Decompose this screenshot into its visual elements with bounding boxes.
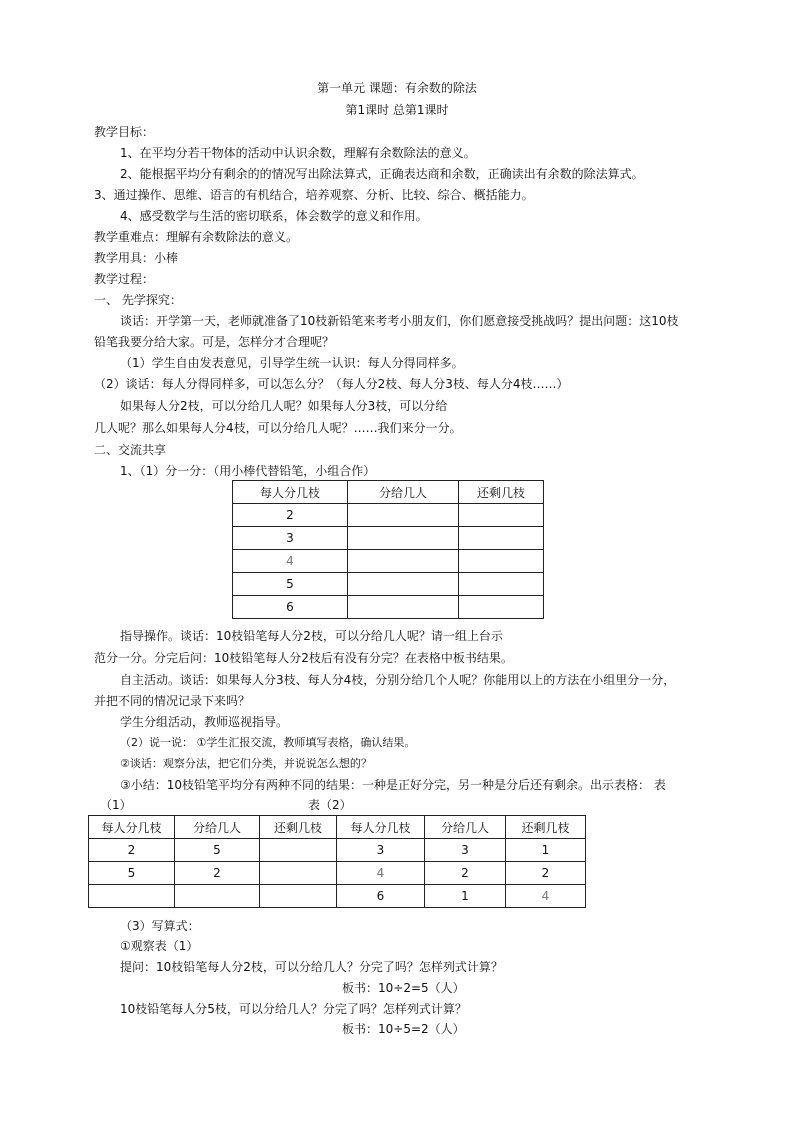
section1-p1a: 谈话：开学第一天，老师就准备了10枝新铅笔来考考小朋友们，你们愿意接受挑战吗？提出问题：这10枝 — [120, 314, 679, 328]
section2-p15: 板书：10÷5=2（人） — [342, 1022, 465, 1036]
table-cell — [89, 885, 175, 908]
table-row — [233, 504, 544, 527]
table-header-row — [89, 816, 586, 839]
section2-p12: 提问：10枝铅笔每人分2枝，可以分给几人？分完了吗？怎样列式计算？ — [120, 960, 503, 974]
section2-p2: 指导操作。谈话：10枝铅笔每人分2枝，可以分给几人呢？请一组上台示 — [120, 629, 503, 643]
section1-p2: （1）学生自由发表意见，引导学生统一认识：每人分得同样多。 — [120, 356, 464, 370]
table-cell: 6 — [337, 885, 425, 908]
table-cell — [348, 504, 459, 527]
objective-2: 2、能根据平均分有剩余的的情况写出除法算式，正确表达商和余数，正确读出有余数的除法算式。 — [120, 167, 644, 181]
table-row — [233, 527, 544, 550]
table-cell: 3 — [425, 839, 506, 862]
table-cell — [260, 885, 337, 908]
table-cell: 2 — [233, 504, 348, 527]
table-cell: 1 — [425, 885, 506, 908]
section2-p7: （2）说一说： ①学生汇报交流，教师填写表格，确认结果。 — [120, 736, 416, 749]
table-row — [89, 862, 586, 885]
table-label-2: 表（2） — [308, 798, 352, 812]
teaching-tools: 教学用具：小棒 — [94, 251, 179, 265]
table-cell — [348, 550, 459, 573]
section2-p3: 范分一分。分完后问：10枝铅笔每人分2枝后有没有分完？在表格中板书结果。 — [94, 651, 513, 665]
lesson-title: 第一单元 课题：有余数的除法 — [317, 81, 477, 95]
table-cell: 3 — [337, 839, 425, 862]
section1-p3: （2）谈话：每人分得同样多，可以怎么分？（每人分2枝、每人分3枝、每人分4枝……） — [94, 377, 569, 391]
objective-1: 1、在平均分若干物体的活动中认识余数，理解有余数除法的意义。 — [120, 146, 476, 160]
section2-heading: 二、交流共享 — [94, 443, 167, 457]
table-cell — [459, 596, 544, 619]
key-point: 教学重难点：理解有余数除法的意义。 — [94, 230, 299, 244]
section1-heading: 一、 先学探究： — [94, 293, 182, 307]
table-header: 每人分几枝 — [337, 816, 425, 839]
table-header: 每人分几枝 — [233, 481, 348, 504]
table-header: 还剩几枝 — [506, 816, 586, 839]
table-header: 还剩几枝 — [260, 816, 337, 839]
lesson-subtitle: 第1课时 总第1课时 — [345, 103, 449, 117]
table-row — [89, 839, 586, 862]
table-row — [233, 550, 544, 573]
table-cell — [459, 527, 544, 550]
table-cell: 4 — [506, 885, 586, 908]
table-header: 分给几人 — [175, 816, 260, 839]
section2-p8: ②谈话：观察分法，把它们分类，并说说怎么想的？ — [120, 757, 372, 770]
table-cell: 3 — [233, 527, 348, 550]
section2-p1: 1、（1）分一分：（用小棒代替铅笔，小组合作） — [120, 464, 376, 478]
process-heading: 教学过程： — [94, 272, 155, 286]
objective-3: 3、通过操作、思维、语言的有机结合，培养观察、分析、比较、综合、概括能力。 — [94, 188, 534, 202]
section2-p11: ①观察表（1） — [120, 939, 199, 953]
section1-p5: 几人呢？那么如果每人分4枝，可以分给几人呢？……我们来分一分。 — [94, 421, 462, 435]
table-cell: 5 — [175, 839, 260, 862]
table-cell: 4 — [337, 862, 425, 885]
section2-p13: 板书：10÷2=5（人） — [342, 981, 465, 995]
table-header: 分给几人 — [425, 816, 506, 839]
table-cell: 6 — [233, 596, 348, 619]
division-table-2 — [88, 815, 586, 908]
section2-p9: ③小结：10枝铅笔平均分有两种不同的结果：一种是正好分完，另一种是分后还有剩余。出示表格： 表 — [120, 778, 666, 792]
table-cell: 2 — [506, 862, 586, 885]
table-cell — [459, 504, 544, 527]
table-row — [233, 573, 544, 596]
table-cell — [348, 596, 459, 619]
table-cell — [459, 573, 544, 596]
table-cell: 4 — [233, 550, 348, 573]
table-label-1: （1） — [100, 798, 132, 812]
section1-p4: 如果每人分2枝，可以分给几人呢？如果每人分3枝，可以分给 — [120, 399, 448, 413]
objective-4: 4、感受数学与生活的密切联系，体会数学的意义和作用。 — [120, 209, 428, 223]
table-cell: 5 — [89, 862, 175, 885]
section2-p6: 学生分组活动，教师巡视指导。 — [120, 715, 289, 729]
table-cell: 2 — [425, 862, 506, 885]
section2-p5: 并把不同的情况记录下来吗？ — [94, 694, 251, 708]
table-cell — [175, 885, 260, 908]
table-header: 还剩几枝 — [459, 481, 544, 504]
table-cell: 1 — [506, 839, 586, 862]
objectives-heading: 教学目标： — [94, 125, 155, 139]
table-header-row — [233, 481, 544, 504]
table-cell — [348, 527, 459, 550]
table-cell — [459, 550, 544, 573]
table-row — [89, 885, 586, 908]
table-cell: 5 — [233, 573, 348, 596]
division-table-1 — [232, 480, 544, 619]
table-header: 分给几人 — [348, 481, 459, 504]
table-header: 每人分几枝 — [89, 816, 175, 839]
table-cell — [260, 862, 337, 885]
table-cell — [348, 573, 459, 596]
section1-p1b: 铅笔我要分给大家。可是，怎样分才合理呢？ — [94, 335, 335, 349]
table-cell: 2 — [175, 862, 260, 885]
section2-p10: （3）写算式： — [120, 919, 200, 933]
table-cell — [260, 839, 337, 862]
section2-p14: 10枝铅笔每人分5枝，可以分给几人？分完了吗？怎样列式计算？ — [120, 1002, 467, 1016]
section2-p4: 自主活动。谈话：如果每人分3枝、每人分4枝，分别分给几个人呢？你能用以上的方法在小组里分一分， — [120, 673, 676, 687]
table-row — [233, 596, 544, 619]
table-cell: 2 — [89, 839, 175, 862]
